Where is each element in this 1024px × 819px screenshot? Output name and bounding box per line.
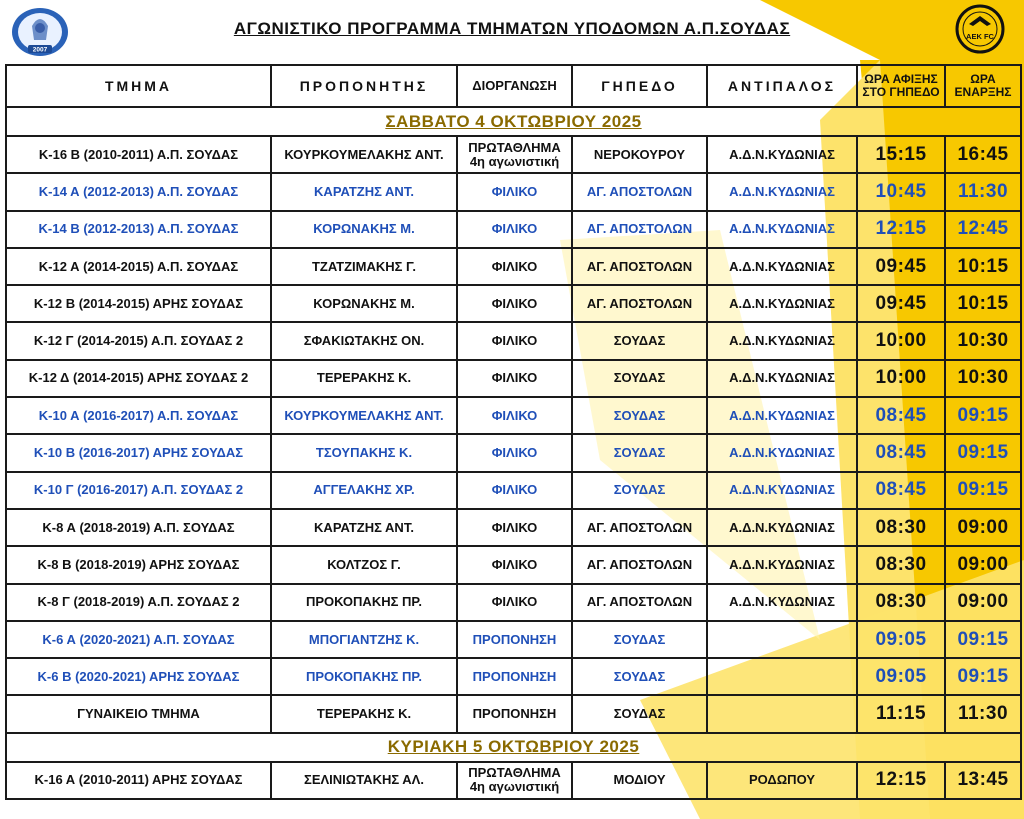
arrival-time-cell: 09:05 <box>857 658 945 695</box>
header-arrival-line1: ΩΡΑ ΑΦΙΞΗΣ <box>864 72 938 86</box>
organization-cell <box>457 658 572 695</box>
organization-line2: 4η αγωνιστική <box>469 153 560 169</box>
team-cell: Κ-6 Β (2020-2021) ΑΡΗΣ ΣΟΥΔΑΣ <box>6 658 271 695</box>
field-cell: ΑΓ. ΑΠΟΣΤΟΛΩΝ <box>572 285 707 322</box>
opponent-cell: Α.Δ.Ν.ΚΥΔΩΝΙΑΣ <box>707 285 857 322</box>
coach-cell: ΚΟΛΤΖΟΣ Γ. <box>271 546 457 583</box>
field-cell: ΣΟΥΔΑΣ <box>572 434 707 471</box>
schedule-body <box>6 65 1021 799</box>
arrival-time-cell: 15:15 <box>857 136 945 173</box>
coach-cell: ΑΓΓΕΛΑΚΗΣ ΧΡ. <box>271 472 457 509</box>
field-cell: ΑΓ. ΑΠΟΣΤΟΛΩΝ <box>572 546 707 583</box>
header-opponent: ΑΝΤΙΠΑΛΟΣ <box>707 65 857 107</box>
arrival-time-cell: 09:45 <box>857 248 945 285</box>
coach-cell: ΠΡΟΚΟΠΑΚΗΣ ΠΡ. <box>271 658 457 695</box>
arrival-time-cell: 08:45 <box>857 397 945 434</box>
opponent-cell <box>707 695 857 732</box>
coach-cell: ΚΟΡΩΝΑΚΗΣ Μ. <box>271 285 457 322</box>
arrival-time-cell: 08:30 <box>857 546 945 583</box>
arrival-time-cell: 08:30 <box>857 584 945 621</box>
field-cell: ΣΟΥΔΑΣ <box>572 322 707 359</box>
organization-line1: ΦΙΛΙΚΟ <box>491 370 538 386</box>
coach-cell: ΚΟΥΡΚΟΥΜΕΛΑΚΗΣ ΑΝΤ. <box>271 397 457 434</box>
organization-line1: ΠΡΟΠΟΝΗΣΗ <box>472 668 557 684</box>
coach-cell: ΚΟΡΩΝΑΚΗΣ Μ. <box>271 211 457 248</box>
team-cell: Κ-8 Β (2018-2019) ΑΡΗΣ ΣΟΥΔΑΣ <box>6 546 271 583</box>
start-time-cell: 09:15 <box>945 658 1021 695</box>
header-row <box>6 65 1021 107</box>
field-cell: ΝΕΡΟΚΟΥΡΟΥ <box>572 136 707 173</box>
field-cell: ΑΓ. ΑΠΟΣΤΟΛΩΝ <box>572 584 707 621</box>
organization-cell <box>457 621 572 658</box>
table-row <box>6 546 1021 583</box>
team-cell: Κ-12 Α (2014-2015) Α.Π. ΣΟΥΔΑΣ <box>6 248 271 285</box>
start-time-cell: 09:15 <box>945 397 1021 434</box>
table-row <box>6 173 1021 210</box>
organization-cell <box>457 322 572 359</box>
organization-cell <box>457 360 572 397</box>
field-cell: ΣΟΥΔΑΣ <box>572 397 707 434</box>
field-cell: ΑΓ. ΑΠΟΣΤΟΛΩΝ <box>572 248 707 285</box>
organization-line1: ΦΙΛΙΚΟ <box>491 594 538 610</box>
team-cell: Κ-12 Γ (2014-2015) Α.Π. ΣΟΥΔΑΣ 2 <box>6 322 271 359</box>
table-row <box>6 136 1021 173</box>
organization-line1: ΦΙΛΙΚΟ <box>491 556 538 572</box>
coach-cell: ΣΦΑΚΙΩΤΑΚΗΣ ΟΝ. <box>271 322 457 359</box>
team-cell: Κ-14 Β (2012-2013) Α.Π. ΣΟΥΔΑΣ <box>6 211 271 248</box>
organization-cell <box>457 211 572 248</box>
start-time-cell: 10:15 <box>945 248 1021 285</box>
field-cell: ΣΟΥΔΑΣ <box>572 360 707 397</box>
date-heading: ΣΑΒΒΑΤΟ 4 ΟΚΤΩΒΡΙΟΥ 2025 <box>6 107 1021 136</box>
field-cell: ΑΓ. ΑΠΟΣΤΟΛΩΝ <box>572 211 707 248</box>
table-row <box>6 434 1021 471</box>
organization-cell <box>457 136 572 173</box>
table-row <box>6 248 1021 285</box>
team-cell: Κ-16 Α (2010-2011) ΑΡΗΣ ΣΟΥΔΑΣ <box>6 762 271 799</box>
table-row <box>6 360 1021 397</box>
date-heading: ΚΥΡΙΑΚΗ 5 ΟΚΤΩΒΡΙΟΥ 2025 <box>6 733 1021 762</box>
organization-line1: ΦΙΛΙΚΟ <box>491 183 538 199</box>
organization-line1: ΦΙΛΙΚΟ <box>491 221 538 237</box>
header-start-line1: ΩΡΑ <box>970 72 996 86</box>
table-row <box>6 695 1021 732</box>
opponent-cell: Α.Δ.Ν.ΚΥΔΩΝΙΑΣ <box>707 173 857 210</box>
opponent-cell: Α.Δ.Ν.ΚΥΔΩΝΙΑΣ <box>707 434 857 471</box>
page-title: ΑΓΩΝΙΣΤΙΚΟ ΠΡΟΓΡΑΜΜΑ ΤΜΗΜΑΤΩΝ ΥΠΟΔΟΜΩΝ Α.Π.ΣΟΥΔΑΣ <box>233 19 791 38</box>
header-start <box>945 65 1021 107</box>
field-cell: ΑΓ. ΑΠΟΣΤΟΛΩΝ <box>572 173 707 210</box>
start-time-cell: 09:00 <box>945 584 1021 621</box>
organization-cell <box>457 248 572 285</box>
header-arrival <box>857 65 945 107</box>
opponent-cell: Α.Δ.Ν.ΚΥΔΩΝΙΑΣ <box>707 546 857 583</box>
table-row <box>6 472 1021 509</box>
header-field: ΓΗΠΕΔΟ <box>572 65 707 107</box>
arrival-time-cell: 12:15 <box>857 211 945 248</box>
team-cell: ΓΥΝΑΙΚΕΙΟ ΤΜΗΜΑ <box>6 695 271 732</box>
organization-line1: ΠΡΟΠΟΝΗΣΗ <box>472 706 557 722</box>
coach-cell: ΤΣΟΥΠΑΚΗΣ Κ. <box>271 434 457 471</box>
header-arrival-line2: ΣΤΟ ΓΗΠΕΔΟ <box>862 85 940 99</box>
table-row <box>6 762 1021 799</box>
organization-cell <box>457 472 572 509</box>
opponent-cell: Α.Δ.Ν.ΚΥΔΩΝΙΑΣ <box>707 397 857 434</box>
arrival-time-cell: 08:45 <box>857 472 945 509</box>
header-organization: ΔΙΟΡΓΑΝΩΣΗ <box>457 65 572 107</box>
table-row <box>6 621 1021 658</box>
opponent-cell: ΡΟΔΩΠΟΥ <box>707 762 857 799</box>
arrival-time-cell: 11:15 <box>857 695 945 732</box>
start-time-cell: 09:00 <box>945 546 1021 583</box>
date-row <box>6 107 1021 136</box>
schedule-table <box>5 64 1022 800</box>
start-time-cell: 09:00 <box>945 509 1021 546</box>
arrival-time-cell: 08:45 <box>857 434 945 471</box>
arrival-time-cell: 10:00 <box>857 360 945 397</box>
organization-cell <box>457 397 572 434</box>
table-row <box>6 285 1021 322</box>
organization-line1: ΦΙΛΙΚΟ <box>491 519 538 535</box>
field-cell: ΜΟΔΙΟΥ <box>572 762 707 799</box>
field-cell: ΣΟΥΔΑΣ <box>572 658 707 695</box>
start-time-cell: 10:30 <box>945 360 1021 397</box>
opponent-cell: Α.Δ.Ν.ΚΥΔΩΝΙΑΣ <box>707 472 857 509</box>
organization-line1: ΠΡΩΤΑΘΛΗΜΑ <box>468 765 561 781</box>
start-time-cell: 13:45 <box>945 762 1021 799</box>
opponent-cell: Α.Δ.Ν.ΚΥΔΩΝΙΑΣ <box>707 584 857 621</box>
table-row <box>6 211 1021 248</box>
coach-cell: ΣΕΛΙΝΙΩΤΑΚΗΣ ΑΛ. <box>271 762 457 799</box>
team-cell: Κ-10 Α (2016-2017) Α.Π. ΣΟΥΔΑΣ <box>6 397 271 434</box>
start-time-cell: 16:45 <box>945 136 1021 173</box>
date-row <box>6 733 1021 762</box>
opponent-cell: Α.Δ.Ν.ΚΥΔΩΝΙΑΣ <box>707 248 857 285</box>
start-time-cell: 11:30 <box>945 173 1021 210</box>
arrival-time-cell: 09:45 <box>857 285 945 322</box>
start-time-cell: 11:30 <box>945 695 1021 732</box>
header-coach: ΠΡΟΠΟΝΗΤΗΣ <box>271 65 457 107</box>
table-row <box>6 322 1021 359</box>
coach-cell: ΤΕΡΕΡΑΚΗΣ Κ. <box>271 360 457 397</box>
organization-line1: ΦΙΛΙΚΟ <box>491 482 538 498</box>
organization-line1: ΦΙΛΙΚΟ <box>491 407 538 423</box>
opponent-cell <box>707 658 857 695</box>
organization-cell <box>457 285 572 322</box>
team-cell: Κ-12 Β (2014-2015) ΑΡΗΣ ΣΟΥΔΑΣ <box>6 285 271 322</box>
start-time-cell: 12:45 <box>945 211 1021 248</box>
organization-line1: ΦΙΛΙΚΟ <box>491 445 538 461</box>
organization-line1: ΠΡΟΠΟΝΗΣΗ <box>472 631 557 647</box>
coach-cell: ΚΟΥΡΚΟΥΜΕΛΑΚΗΣ ΑΝΤ. <box>271 136 457 173</box>
coach-cell: ΤΕΡΕΡΑΚΗΣ Κ. <box>271 695 457 732</box>
coach-cell: ΠΡΟΚΟΠΑΚΗΣ ΠΡ. <box>271 584 457 621</box>
opponent-cell <box>707 621 857 658</box>
opponent-cell: Α.Δ.Ν.ΚΥΔΩΝΙΑΣ <box>707 211 857 248</box>
team-cell: Κ-12 Δ (2014-2015) ΑΡΗΣ ΣΟΥΔΑΣ 2 <box>6 360 271 397</box>
header-start-line2: ΕΝΑΡΞΗΣ <box>954 85 1012 99</box>
arrival-time-cell: 09:05 <box>857 621 945 658</box>
coach-cell: ΚΑΡΑΤΖΗΣ ΑΝΤ. <box>271 173 457 210</box>
coach-cell: ΜΠΟΓΙΑΝΤΖΗΣ Κ. <box>271 621 457 658</box>
field-cell: ΑΓ. ΑΠΟΣΤΟΛΩΝ <box>572 509 707 546</box>
start-time-cell: 09:15 <box>945 434 1021 471</box>
organization-line1: ΦΙΛΙΚΟ <box>491 258 538 274</box>
team-cell: Κ-16 Β (2010-2011) Α.Π. ΣΟΥΔΑΣ <box>6 136 271 173</box>
start-time-cell: 09:15 <box>945 472 1021 509</box>
organization-line2: 4η αγωνιστική <box>469 779 560 795</box>
table-row <box>6 658 1021 695</box>
field-cell: ΣΟΥΔΑΣ <box>572 695 707 732</box>
organization-line1: ΦΙΛΙΚΟ <box>491 333 538 349</box>
organization-cell <box>457 584 572 621</box>
organization-cell <box>457 509 572 546</box>
coach-cell: ΤΖΑΤΖΙΜΑΚΗΣ Γ. <box>271 248 457 285</box>
opponent-cell: Α.Δ.Ν.ΚΥΔΩΝΙΑΣ <box>707 360 857 397</box>
opponent-cell: Α.Δ.Ν.ΚΥΔΩΝΙΑΣ <box>707 509 857 546</box>
team-cell: Κ-8 Γ (2018-2019) Α.Π. ΣΟΥΔΑΣ 2 <box>6 584 271 621</box>
team-cell: Κ-6 Α (2020-2021) Α.Π. ΣΟΥΔΑΣ <box>6 621 271 658</box>
team-cell: Κ-10 Β (2016-2017) ΑΡΗΣ ΣΟΥΔΑΣ <box>6 434 271 471</box>
table-row <box>6 584 1021 621</box>
opponent-cell: Α.Δ.Ν.ΚΥΔΩΝΙΑΣ <box>707 136 857 173</box>
arrival-time-cell: 10:45 <box>857 173 945 210</box>
organization-line1: ΦΙΛΙΚΟ <box>491 295 538 311</box>
organization-line1: ΠΡΩΤΑΘΛΗΜΑ <box>468 139 561 155</box>
logo-right-text: AEK FC <box>966 32 994 41</box>
table-row <box>6 397 1021 434</box>
field-cell: ΣΟΥΔΑΣ <box>572 472 707 509</box>
arrival-time-cell: 10:00 <box>857 322 945 359</box>
start-time-cell: 10:30 <box>945 322 1021 359</box>
table-row <box>6 509 1021 546</box>
header-team: ΤΜΗΜΑ <box>6 65 271 107</box>
start-time-cell: 09:15 <box>945 621 1021 658</box>
field-cell: ΣΟΥΔΑΣ <box>572 621 707 658</box>
coach-cell: ΚΑΡΑΤΖΗΣ ΑΝΤ. <box>271 509 457 546</box>
organization-cell <box>457 434 572 471</box>
start-time-cell: 10:15 <box>945 285 1021 322</box>
team-cell: Κ-14 Α (2012-2013) Α.Π. ΣΟΥΔΑΣ <box>6 173 271 210</box>
team-cell: Κ-8 Α (2018-2019) Α.Π. ΣΟΥΔΑΣ <box>6 509 271 546</box>
arrival-time-cell: 12:15 <box>857 762 945 799</box>
organization-cell <box>457 762 572 799</box>
logo-left-year: 2007 <box>32 46 48 54</box>
organization-cell <box>457 695 572 732</box>
team-cell: Κ-10 Γ (2016-2017) Α.Π. ΣΟΥΔΑΣ 2 <box>6 472 271 509</box>
opponent-cell: Α.Δ.Ν.ΚΥΔΩΝΙΑΣ <box>707 322 857 359</box>
organization-cell <box>457 173 572 210</box>
organization-cell <box>457 546 572 583</box>
arrival-time-cell: 08:30 <box>857 509 945 546</box>
